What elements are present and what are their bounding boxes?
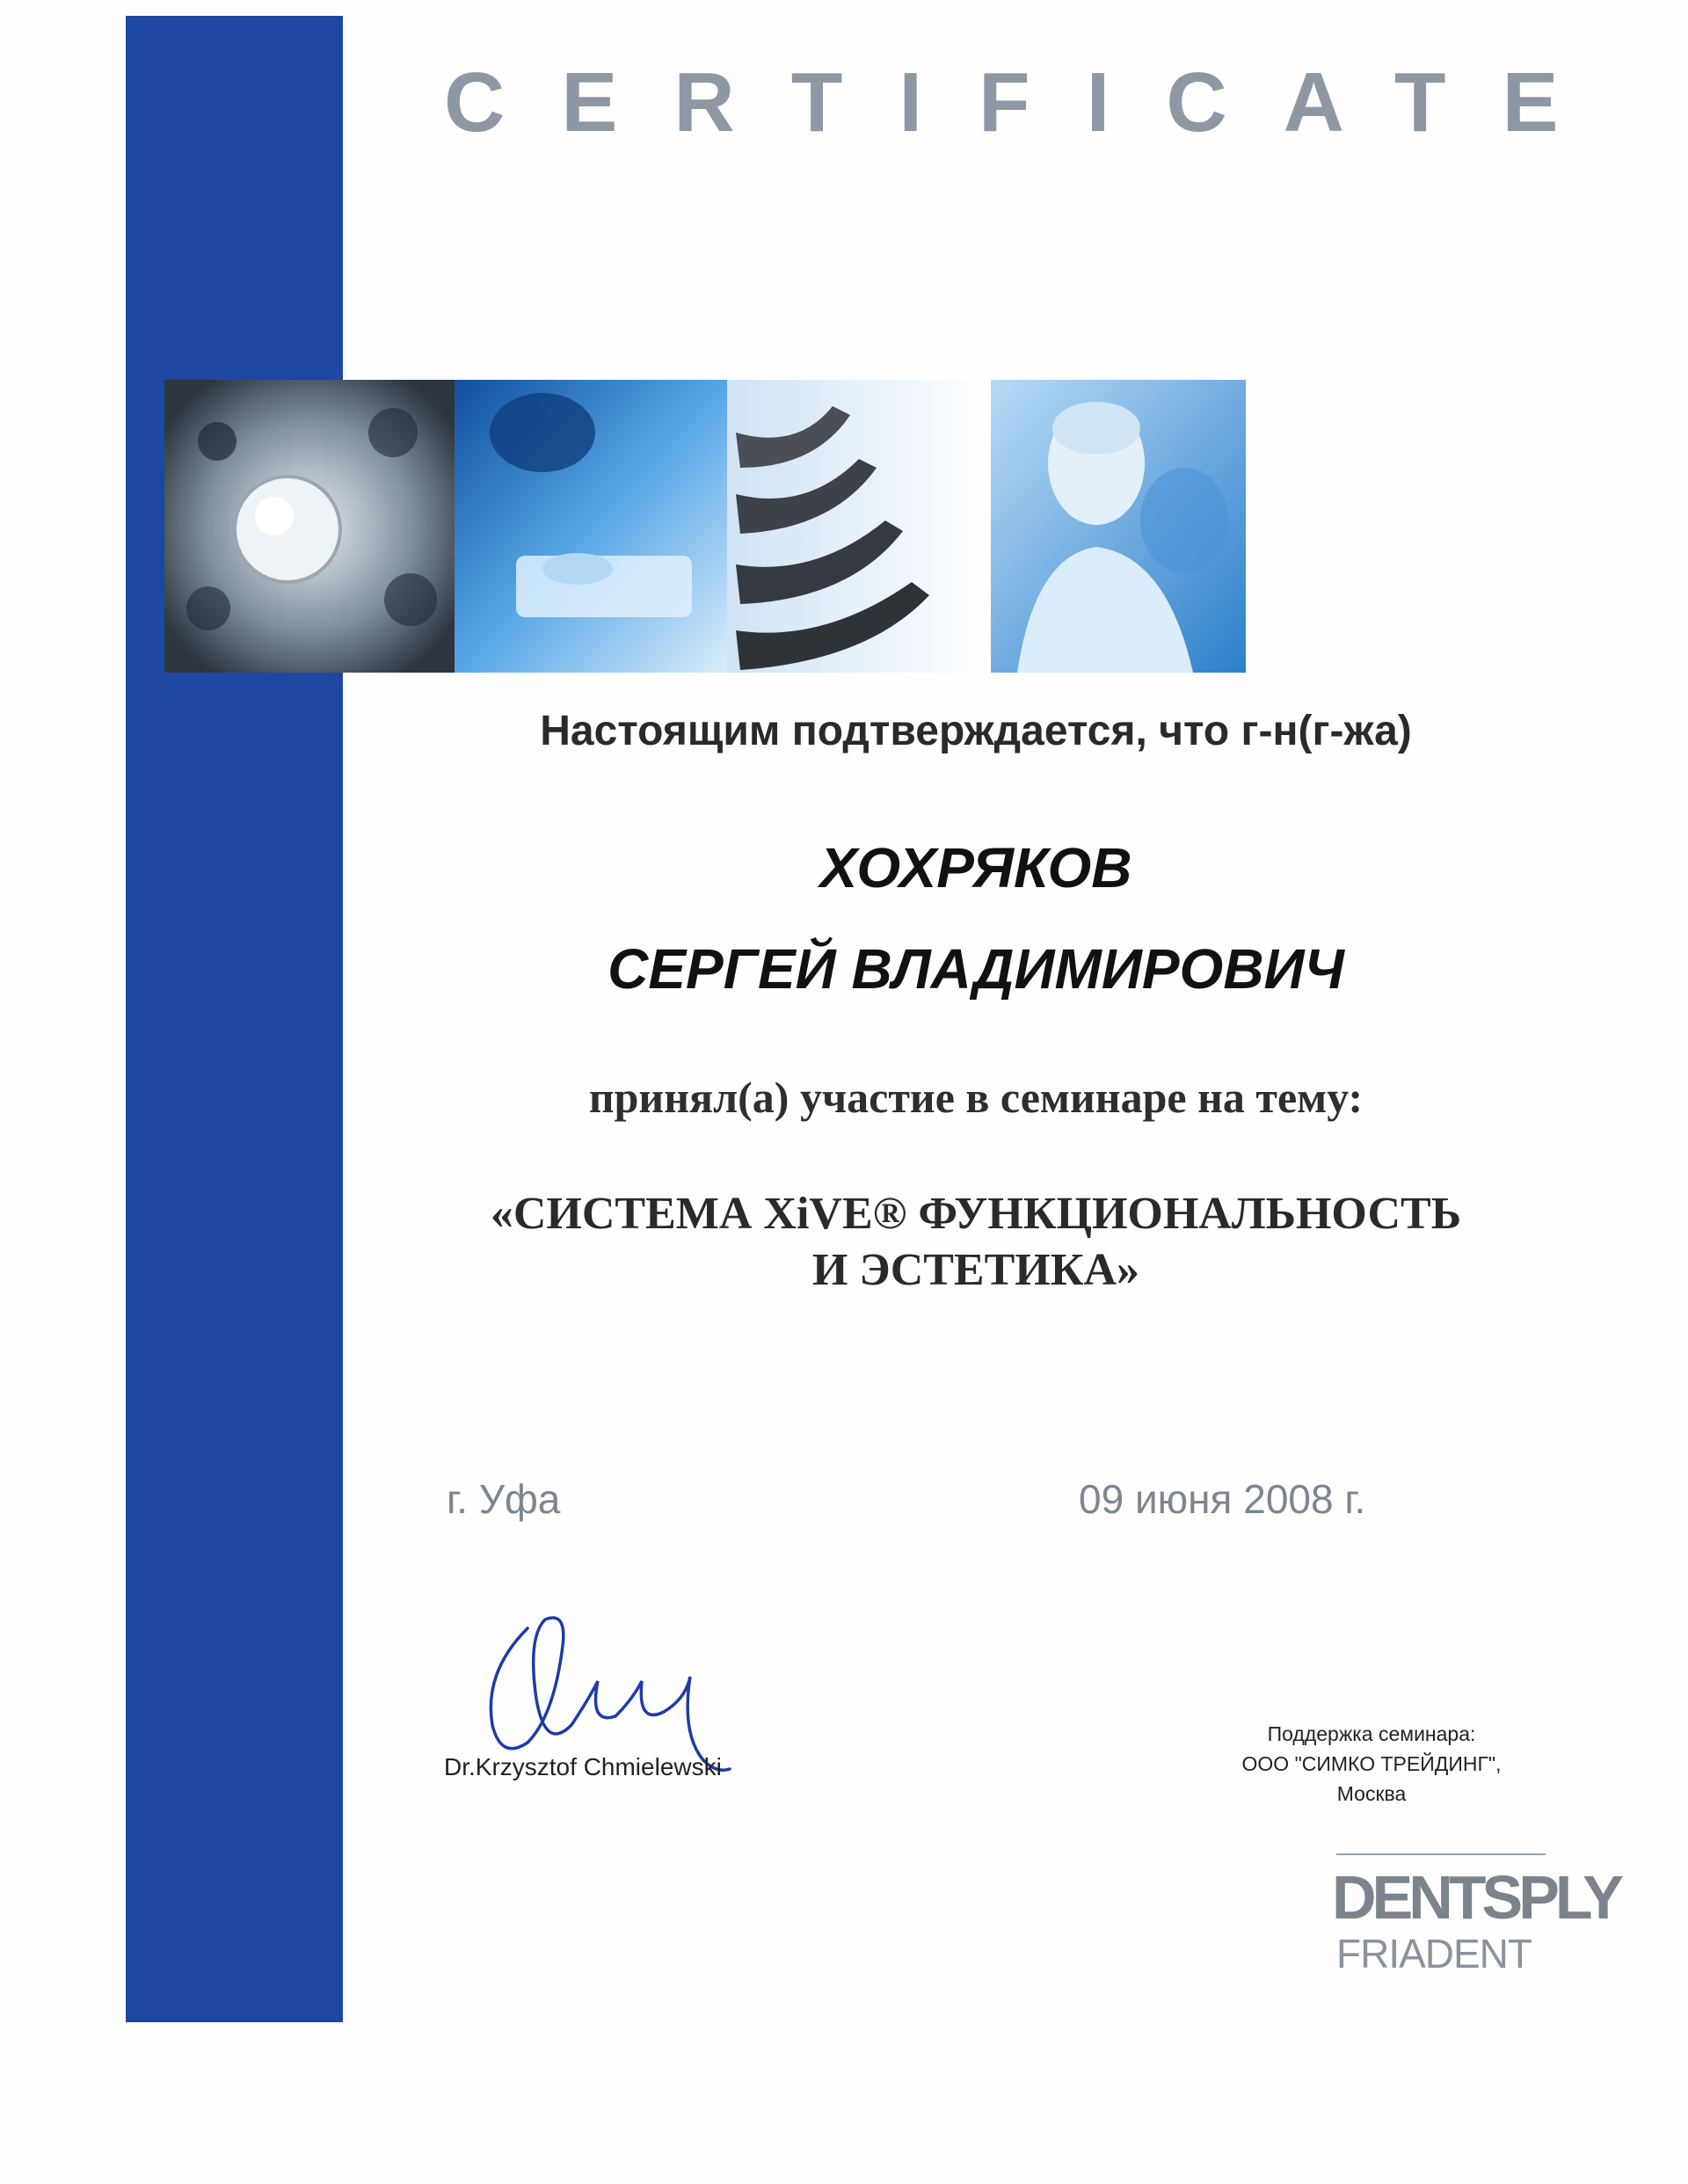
signer-name: Dr.Krzysztof Chmielewski (444, 1753, 722, 1780)
participation-text: принял(а) участие в семинаре на тему: (588, 1073, 1364, 1122)
seminar-city: г. Уфа (447, 1476, 561, 1522)
confirmation-text: Настоящим подтверждается, что г-н(г-жа) (540, 708, 1412, 754)
seminar-support-block (1196, 1719, 1547, 1809)
support-city: Москва (1336, 1782, 1407, 1805)
recipient-given-names: СЕРГЕЙ ВЛАДИМИРОВИЧ (608, 937, 1344, 1001)
seminar-date: 09 июня 2008 г. (1079, 1476, 1366, 1522)
support-company: ООО "СИМКО ТРЕЙДИНГ", (1241, 1752, 1502, 1775)
friadent-logo: FRIADENT (1336, 1931, 1532, 1977)
photo-collage (164, 380, 1246, 673)
blue-side-stripe (126, 16, 343, 2022)
microscope-photo (164, 380, 455, 673)
seminar-topic-line1: «СИСТЕМА XiVE® ФУНКЦИОНАЛЬНОСТЬ (490, 1189, 1462, 1239)
certificate-title: CERTIFICATE (444, 55, 1615, 149)
logo-divider (1336, 1853, 1546, 1855)
recipient-surname: ХОХРЯКОВ (819, 836, 1132, 899)
dentist-photo (991, 380, 1246, 673)
support-label: Поддержка семинара: (1267, 1722, 1476, 1745)
implant-thread-photo (727, 380, 991, 673)
dentsply-logo: DENTSPLY (1332, 1863, 1619, 1932)
seminar-topic-line2: И ЭСТЕТИКА» (811, 1245, 1140, 1295)
lab-technician-photo (455, 380, 727, 673)
